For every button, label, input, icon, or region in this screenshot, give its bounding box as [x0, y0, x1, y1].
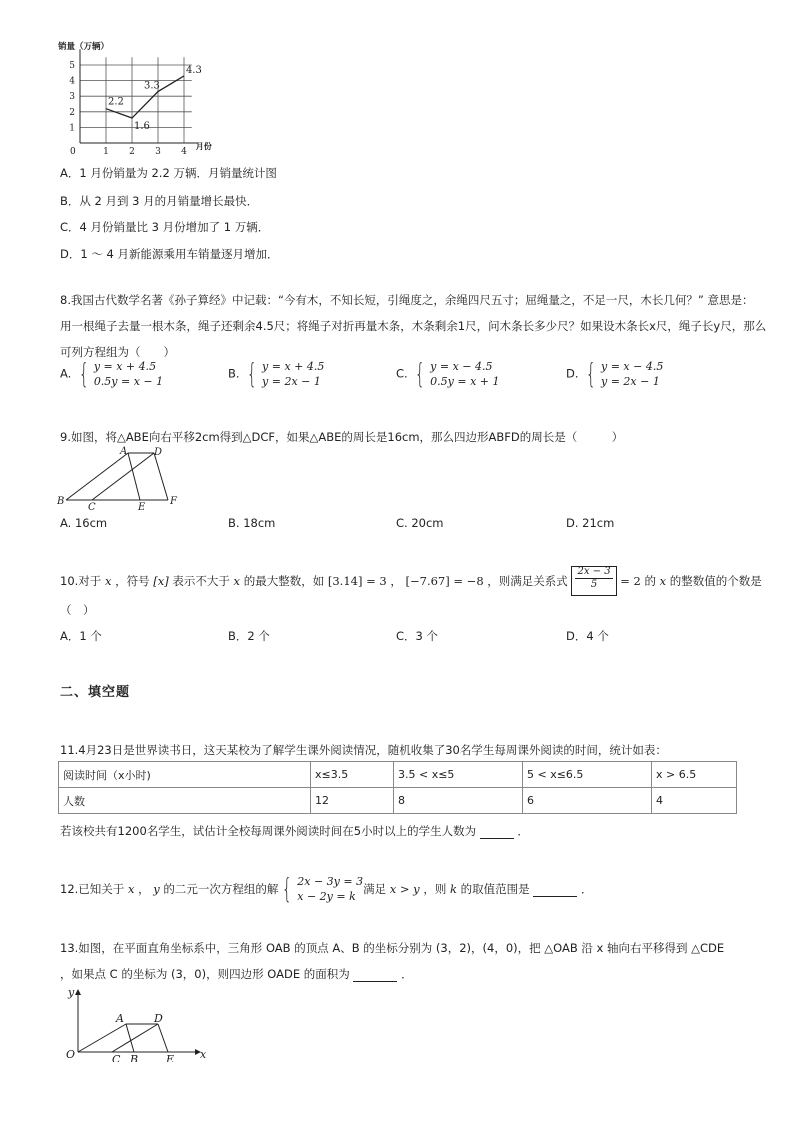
- label-b: B: [130, 1053, 139, 1062]
- monthly-sales-line-chart: [56, 38, 276, 158]
- x-tick-label: 1: [103, 147, 109, 157]
- table-row: 人数 12 8 6 4: [59, 788, 737, 814]
- q13-stem-line1: 13.如图，在平面直角坐标系中，三角形 OAB 的顶点 A、B 的坐标分别为 (3，2)，(4，0)，把 △OAB 沿 x 轴向右平移得到 △CDE: [60, 941, 725, 955]
- y-tick-label: 1: [69, 123, 75, 134]
- q7-option-b: B．从 2 月到 3 月的月销量增长最快．: [60, 194, 259, 208]
- section-heading: 二、填空题: [60, 685, 131, 700]
- x-tick-label: 4: [181, 147, 187, 157]
- equation-system: { y = x − 4.5 y = 2x − 1: [586, 357, 664, 390]
- axis-x-label: x: [200, 1048, 207, 1061]
- q11-question: 若该校共有1200名学生，试估计全校每周课外阅读时间在5小时以上的学生人数为 ．: [60, 824, 529, 838]
- origin-label: 0: [70, 147, 76, 157]
- q8-stem-line3: 可列方程组为（ ）: [60, 345, 175, 359]
- q12-stem: 12.已知关于 x ， y 的二元一次方程组的解 { 2x − 3y = 3 x − 2y = k 满足 x > y ，则 k 的取值范围是 ．: [60, 872, 593, 905]
- q10-paren: （ ）: [60, 603, 95, 617]
- answer-blank[interactable]: [533, 882, 577, 897]
- label-o: O: [66, 1048, 76, 1061]
- label-f: F: [170, 496, 177, 507]
- table-row: 阅读时间（x小时) x≤3.5 3.5 < x≤5 5 < x≤6.5 x > 6.5: [59, 762, 737, 788]
- q10-option-b: B．2 个: [228, 629, 270, 643]
- x-tick-label: 2: [129, 147, 135, 157]
- data-label: 2.2: [108, 96, 124, 108]
- q8-option-d: D. { y = x − 4.5 y = 2x − 1: [566, 357, 664, 390]
- y-axis-title: 销量（万辆）: [58, 42, 110, 52]
- q9-option-c: C. 20cm: [396, 516, 444, 530]
- y-tick-label: 3: [69, 92, 75, 103]
- x-axis-title: 月份: [195, 142, 212, 151]
- q9-option-d: D. 21cm: [566, 516, 615, 530]
- data-label: 3.3: [144, 80, 160, 92]
- q11-stem: 11.4月23日是世界读书日，这天某校为了解学生课外阅读情况，随机收集了30名学生每周课外阅读的时间，统计如表：: [60, 743, 667, 757]
- label-d: D: [154, 447, 163, 458]
- y-tick-label: 4: [69, 76, 75, 87]
- q10-stem: 10.对于 x ，符号 [x] 表示不大于 x 的最大整数，如 [3.14] = 3 ， [−7.67] = −8 ，则满足关系式 $\frac{2x - 3}{5}$ = 2 的 x 的整数值的个数是: [60, 566, 762, 596]
- answer-blank[interactable]: [480, 824, 514, 839]
- q8-stem-line1: 8.我国古代数学名著《孙子算经》中记载：“今有木，不知长短，引绳度之，余绳四尺五寸；屈绳量之，不足一尺，木长几何？” 意思是：: [60, 293, 754, 307]
- x-tick-label: 3: [155, 147, 161, 157]
- equation-system: { 2x − 3y = 3 x − 2y = k: [282, 872, 364, 905]
- q8-stem-line2: 用一根绳子去量一根木条，绳子还剩余4.5尺；将绳子对折再量木条，木条剩余1尺，问木条长多少尺？如果设木条长x尺，绳子长y尺，那么: [60, 319, 767, 333]
- q9-option-b: B. 18cm: [228, 516, 276, 530]
- q9-stem: 9.如图，将△ABE向右平移2cm得到△DCF，如果△ABE的周长是16cm，那么四边形ABFD的周长是（ ）: [60, 430, 624, 444]
- q8-option-b: B. { y = x + 4.5 y = 2x − 1: [228, 357, 325, 390]
- label-b: B: [57, 496, 65, 507]
- fraction: $\frac{2x - 3}{5}$: [577, 566, 611, 590]
- data-label: 4.3: [186, 64, 202, 76]
- label-c: C: [88, 502, 96, 510]
- reading-time-table: [58, 761, 737, 814]
- label-e: E: [166, 1053, 175, 1062]
- label-e: E: [138, 502, 146, 510]
- label-c: C: [112, 1053, 121, 1062]
- q9-option-a: A. 16cm: [60, 516, 108, 530]
- answer-blank[interactable]: [353, 967, 397, 982]
- q10-option-d: D．4 个: [566, 629, 609, 643]
- y-tick-label: 5: [69, 61, 75, 71]
- label-d: D: [154, 1012, 163, 1025]
- axis-y-label: y: [68, 986, 75, 999]
- q8-option-a: A. { y = x + 4.5 0.5y = x − 1: [60, 357, 164, 390]
- q9-translation-figure: [56, 446, 186, 510]
- q13-stem-line2: ，如果点 C 的坐标为 (3，0)，则四边形 OADE 的面积为 ．: [60, 967, 413, 981]
- q8-option-c: C. { y = x − 4.5 0.5y = x + 1: [396, 357, 500, 390]
- equation-system: { y = x − 4.5 0.5y = x + 1: [415, 357, 500, 390]
- q13-coordinate-figure: [60, 984, 220, 1062]
- q7-option-d: D．1 ～ 4 月新能源乘用车销量逐月增加．: [60, 247, 279, 261]
- equation-system: { y = x + 4.5 y = 2x − 1: [247, 357, 325, 390]
- q7-option-c: C．4 月份销量比 3 月份增加了 1 万辆．: [60, 220, 270, 234]
- label-a: A: [120, 446, 128, 457]
- equation-system: { y = x + 4.5 0.5y = x − 1: [78, 357, 164, 390]
- y-tick-label: 2: [69, 107, 75, 118]
- q7-option-a: A．1 月份销量为 2.2 万辆．月销量统计图: [60, 166, 277, 180]
- data-label: 1.6: [134, 121, 150, 133]
- q10-option-a: A．1 个: [60, 629, 102, 643]
- label-a: A: [116, 1012, 124, 1025]
- q10-option-c: C．3 个: [396, 629, 439, 643]
- floor-bracket: [571, 566, 616, 596]
